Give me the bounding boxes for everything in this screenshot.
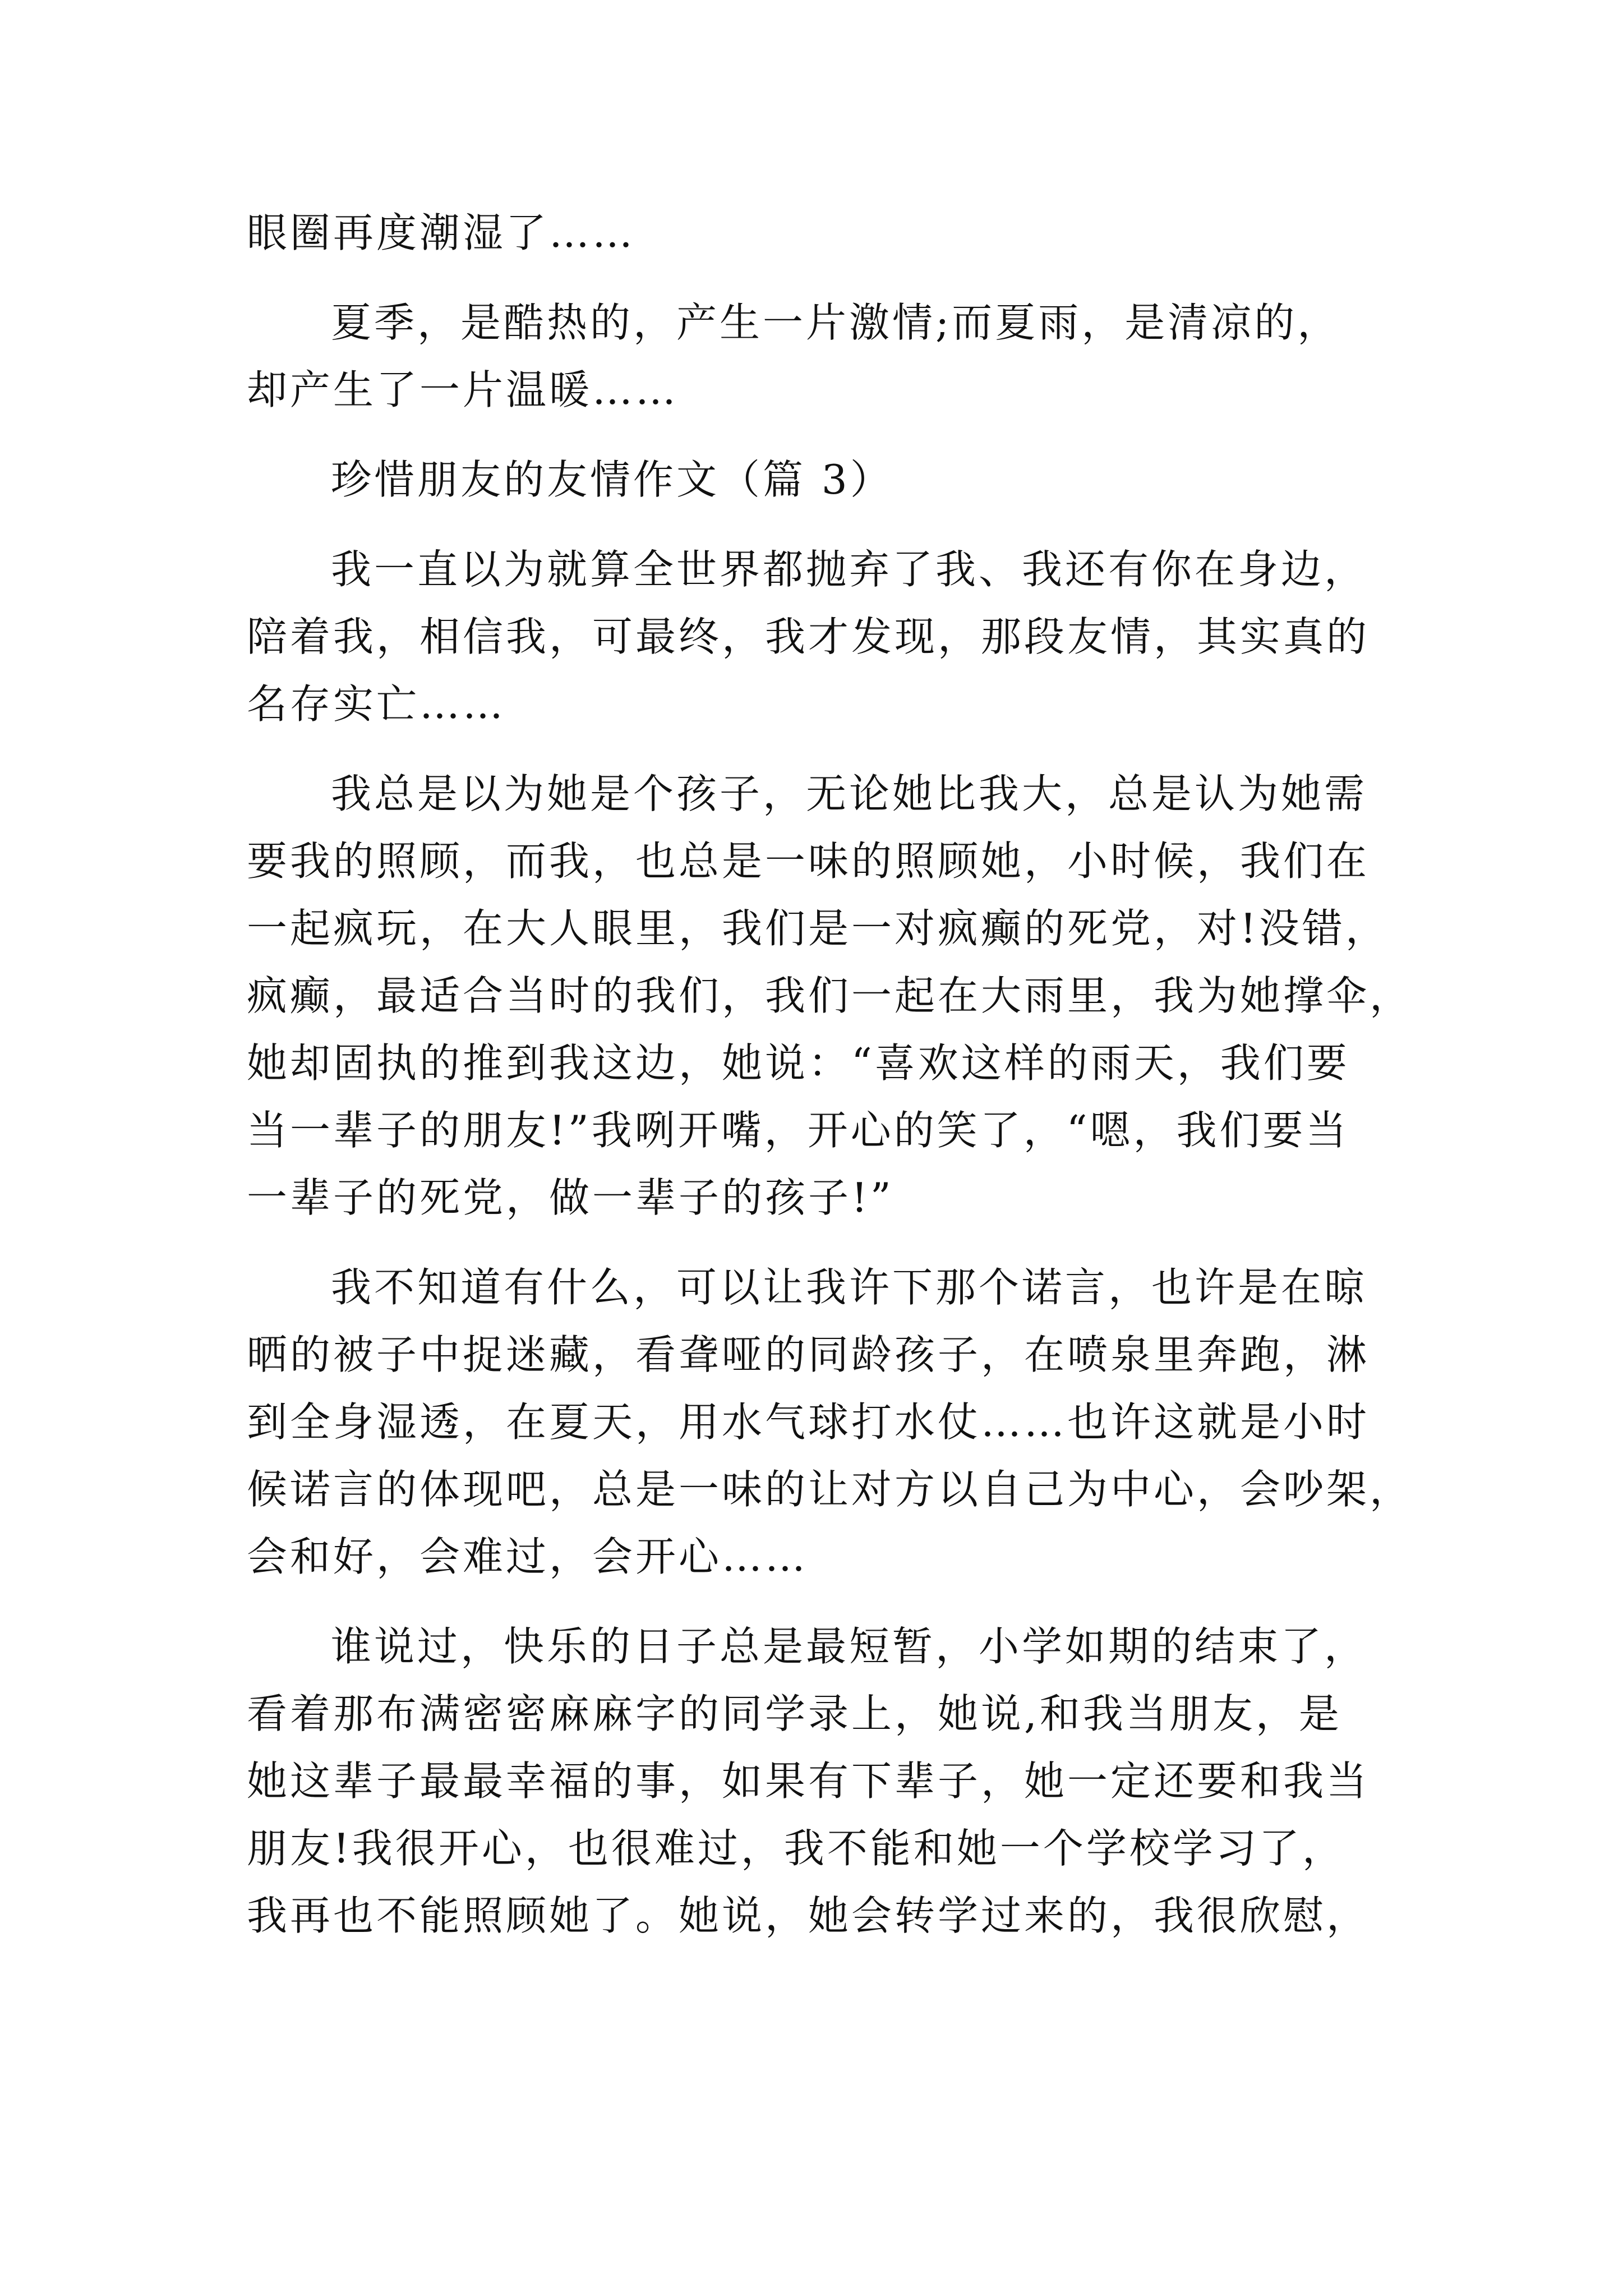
document-body: [247, 199, 1413, 1949]
text-line: 看着那布满密密麻麻字的同学录上，她说,和我当朋友，是: [247, 1690, 1342, 1737]
text-line: 我再也不能照顾她了。她说，她会转学过来的，我很欣慰，: [247, 1892, 1370, 1939]
text-line: 朋友!我很开心，也很难过，我不能和她一个学校学习了，: [247, 1825, 1345, 1872]
text-line: 夏季，是酷热的，产生一片激情;而夏雨，是清凉的，: [331, 299, 1341, 346]
text-line: 名存实亡……: [247, 680, 506, 728]
text-line: 眼圈再度潮湿了……: [247, 209, 636, 256]
text-line: 要我的照顾，而我，也总是一味的照顾她，小时候，我们在: [247, 838, 1370, 885]
section-heading: 珍惜朋友的友情作文（篇 3）: [331, 456, 893, 503]
text-line: 谁说过，快乐的日子总是最短暂，小学如期的结束了，: [331, 1623, 1368, 1670]
text-line: 当一辈子的朋友!”我咧开嘴，开心的笑了，“嗯，我们要当: [247, 1107, 1349, 1154]
text-line: 她却固执的推到我这边，她说：“喜欢这样的雨天，我们要: [247, 1039, 1350, 1087]
text-line: 一起疯玩，在大人眼里，我们是一对疯癫的死党，对!没错，: [247, 905, 1389, 952]
text-line: 一辈子的死党，做一辈子的孩子!”: [247, 1174, 894, 1221]
text-line: 却产生了一片温暖……: [247, 366, 679, 413]
text-line: 我不知道有什么，可以让我许下那个诺言，也许是在晾: [331, 1264, 1368, 1311]
text-line: 晒的被子中捉迷藏，看聋哑的同龄孩子，在喷泉里奔跑，淋: [247, 1331, 1370, 1378]
text-line: 我一直以为就算全世界都抛弃了我、我还有你在身边，: [331, 546, 1368, 593]
text-line: 她这辈子最最幸福的事，如果有下辈子，她一定还要和我当: [247, 1757, 1370, 1805]
text-line: 到全身湿透，在夏天，用水气球打水仗……也许这就是小时: [247, 1398, 1370, 1446]
text-line: 陪着我，相信我，可最终，我才发现，那段友情，其实真的: [247, 613, 1370, 660]
text-line: 疯癫，最适合当时的我们，我们一起在大雨里，我为她撑伞，: [247, 972, 1413, 1019]
text-line: 会和好，会难过，会开心……: [247, 1533, 809, 1580]
text-line: 我总是以为她是个孩子，无论她比我大，总是认为她需: [331, 770, 1368, 817]
text-line: 候诺言的体现吧，总是一味的让对方以自己为中心，会吵架，: [247, 1466, 1413, 1513]
